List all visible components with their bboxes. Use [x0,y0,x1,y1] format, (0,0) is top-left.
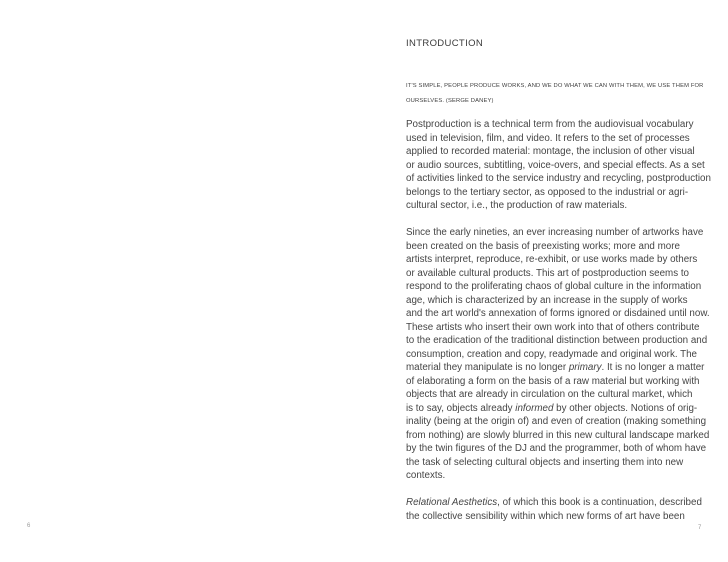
right-page-text-column [406,37,726,537]
page-number-right: 7 [698,525,702,531]
body-paragraph-3: Relational Aesthetics, of which this book is a continuation, described the collective sensibility within which new forms of art have been [406,497,702,522]
page-number-left: 6 [27,523,31,529]
body-paragraph-2: Since the early nineties, an ever increasing number of artworks have been created on the basis of preexisting works; more and more artists interpret, reproduce, re-exhibit, or use works made by others or available cultural products. This art of postproduction seems to respond to the proliferating chaos of global culture in the information age, which is characterized by an increase in the supply of works and the art world's annexation of forms ignored or disdained until now. These artists who insert their own work into that of others contribute to the eradication of the traditional distinction between production and consumption, creation and copy, readymade and original work. The material they manipulate is no longer primary. It is no longer a matter of elaborating a form on the basis of a raw material but working with objects that are already in circulation on the cultural market, which is to say, objects already informed by other objects. Notions of orig- inality (being at the origin of) and even of creation (making something from nothing) are slowly blurred in this new cultural landscape marked by the twin figures of the DJ and the programmer, both of whom have the task of selecting cultural objects and inserting them into new contexts. [406,227,710,481]
chapter-heading: INTRODUCTION [406,38,484,49]
body-paragraph-1: Postproduction is a technical term from the audiovisual vocabulary used in television, film, and video. It refers to the set of processes applied to recorded material: montage, the inclusion of other visual or audio sources, subtitling, voice-overs, and special effects. As a set of activities linked to the service industry and recycling, postproduction belongs to the tertiary sector, as opposed to the industrial or agri- cultural sector, i.e., the production of raw materials. [406,119,711,211]
epigraph: IT'S SIMPLE, PEOPLE PRODUCE WORKS, AND WE DO WHAT WE CAN WITH THEM, WE USE THEM FOR OURSELVES. (SERGE DANEY) [406,83,704,104]
